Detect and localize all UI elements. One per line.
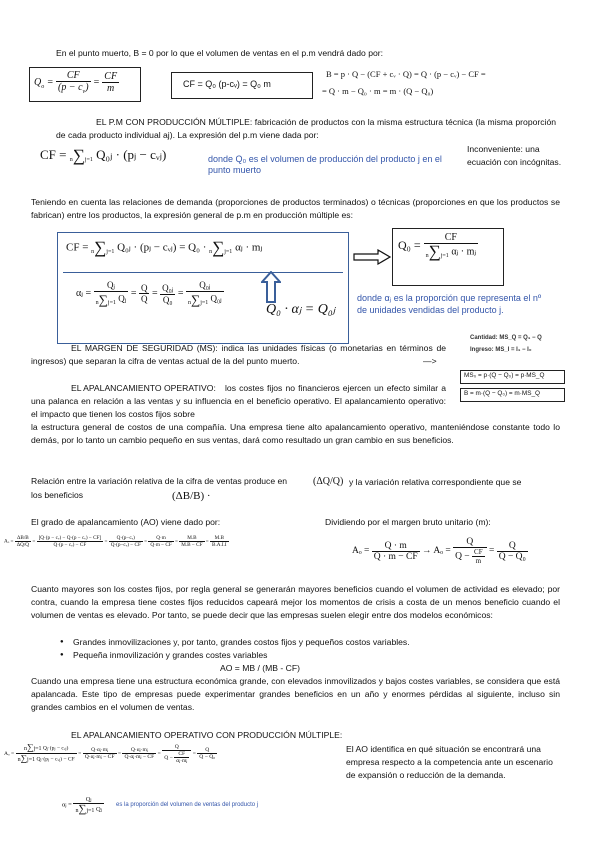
delta-b: (ΔB/B) · — [172, 490, 211, 502]
pm-multiple-title: EL P.M CON PRODUCCIÓN MÚLTIPLE: — [96, 117, 253, 127]
pm-sum-formula: CF = n∑j=1 Q₀ⱼ · (pⱼ − cᵥⱼ) — [40, 146, 167, 166]
alpha-volume-note: es la proporción del volumen de ventas del producto j — [116, 802, 259, 808]
dividiendo-text: Dividiendo por el margen bruto unitario (m): — [325, 517, 491, 527]
ms-box-2-text: B = m·(Q − Q₀) = m·MS_Q — [464, 390, 540, 397]
relacion-text: Relación entre la variación relativa de la cifra de ventas produce en los beneficios — [31, 476, 288, 500]
ao-chain-formula: Aₒ = $\frac{\Delta B/B}{\Delta Q/Q}$ = $\frac{\text{[Q·(p − cᵥ) − Q·(p − cᵥ) − CF]}}{\text{Q·(p − cᵥ) − CF}}$ = $\frac{\text{Q·(p−cᵥ)}}{\text{Q·(p−cᵥ) − CF}}$ = $\frac{Q\cdot m}{Q\cdot m - CF}$ = $\frac{M.B}{M.B - CF}$ = $\frac{M.B}{B.A.I.I}$ — [4, 535, 227, 548]
ao-margin-formula: Aₒ = $\frac{Q \cdot m}{Q \cdot m - CF}$ → Aₒ = Q Q − $\frac{CF}{m}$ = $\frac{Q}{\text{Q − Q₀}}$ — [352, 537, 526, 565]
alpha-volume-formula: αⱼ = $\frac{\text{Qⱼ}}{\text{n∑j=1 Qⱼ}}$ — [62, 796, 102, 815]
ao-simple-formula: AO = MB / (MB - CF) — [220, 663, 300, 673]
pm-multiple-paragraph: EL P.M CON PRODUCCIÓN MÚLTIPLE: fabricación de productos con la misma estructura técnica (la misma proporción de cada producto individual aj). La expresión del p.m viene dada por: — [56, 117, 557, 141]
ao-multiple-title: EL APALANCAMIENTO OPERATIVO CON PRODUCCIÓN MÚLTIPLE: — [71, 730, 343, 740]
profit-formula-line2: = Q · m − Q₀ · m = m · (Q − Q₀) — [322, 86, 434, 96]
ao-paragraph-head: EL APALANCAMIENTO OPERATIVO: — [71, 383, 216, 393]
ao-multiple-paragraph: El AO identifica en qué situación se encontrará una empresa respecto a la competencia ante un escenario de expansión o reducción de la demanda. — [346, 744, 553, 781]
up-arrow-icon — [261, 271, 281, 303]
cf-formula: CF = Q₀ (p-cᵥ) = Q₀ m — [183, 79, 271, 89]
ms-cantidad: Cantidad: MS_Q = Q₁ − Q — [470, 335, 542, 341]
profit-formula-line1: B = p · Q − (CF + cᵥ · Q) = Q · (p − cᵥ) − CF = — [326, 69, 486, 79]
list-item: ● Grandes inmovilizaciones y, por tanto, grandes costos fijos y pequeños costos variables. — [57, 636, 557, 649]
modelos-list — [57, 636, 557, 662]
inconveniente-note: Inconveniente: una ecuación con incógnitas. — [467, 144, 562, 167]
relacion-tail: y la variación relativa correspondiente que se — [349, 477, 522, 487]
pm-sum-note: donde Q₀ es el volumen de producción del producto j en el punto muerto — [208, 154, 442, 175]
apalancada-paragraph: Cuando una empresa tiene una estructura económica grande, con elevados inmovilizados y bajos costes variables, se considera que está apalancada. Este tipo de empresas puede experimentar grandes beneficios en un año y enormes pérdidas al siguiente, incluso sin grandes cambios en el volumen de ventas. — [31, 676, 560, 713]
intro-text: En el punto muerto, B = 0 por lo que el volumen de ventas en el p.m vendrá dado por: — [56, 48, 384, 58]
ao-paragraph-rest — [31, 421, 560, 447]
q0-alpha-handwritten: Q₀ · αⱼ = Q₀ⱼ — [266, 302, 336, 317]
relations-paragraph: Teniendo en cuenta las relaciones de demanda (proporciones de productos terminados) o técnicas (proporciones en que los productos se fabrican) entre los productos, la expresión general de p.m en producción múltiple es: — [31, 197, 560, 221]
alpha-formula: αⱼ = $\frac{\text{Qⱼ}}{\text{n∑j=1 Qⱼ}}$ = $\frac{Q}{Q}$ = $\frac{\text{Q₀ⱼ}}{\text{Q₀}}$ = $\frac{\text{Q₀ⱼ}}{\text{n∑j=1 Q₀ⱼ}}$ — [76, 280, 222, 307]
breakeven-formula: $Q_o$ = $\frac{CF}{(p - c_v)}$ = $\frac{CF}{m}$ — [34, 70, 118, 95]
ms-ingresos: Ingreso: MS_I = I₁ − I₀ — [470, 347, 532, 353]
grado-text: El grado de apalancamiento (AO) viene dado por: — [31, 517, 221, 527]
ao-text-rest: la estructura general de costos de una compañía. Una empresa tiene alto apalancamiento operativo, manteniéndose constante todo lo demás, por lo tanto un cambio pequeño en sus ventas, dará como resultado un gran cambio en sus beneficios. — [31, 422, 560, 446]
ms-paragraph: EL MARGEN DE SEGURIDAD (MS): indica las unidades físicas (o monetarias en términos de ingresos) que separan la cifra de ventas actual de la del punto muerto. — [31, 343, 446, 367]
box-divider — [63, 272, 343, 273]
ao-multiple-formula: Aₒ = $\frac{\text{n∑j=1 Qⱼ·(pⱼ − cᵥⱼ)}}{\text{n∑j=1 Qⱼ·(pⱼ − cᵥⱼ) − CF}}$ = $\frac{\text{Q·αⱼ·mⱼ}}{\text{Q·αⱼ·mⱼ − CF}}$ = $\frac{\text{Q·αⱼ·mⱼ}}{\text{Q·αⱼ·mⱼ − CF}}$ = Q Q − $\frac{CF}{\text{αⱼ·mⱼ}}$ = $\frac{Q}{\text{Q − Q₀}}$ — [4, 742, 216, 764]
ms-arrow: —> — [423, 356, 437, 366]
right-arrow-icon — [352, 249, 392, 265]
delta-q: (ΔQ/Q) — [313, 476, 344, 487]
ms-box-1-text: MS₀ = p·(Q − Q₀) = p·MS_Q — [464, 372, 545, 379]
q0-result-formula: Q₀ = $\frac{CF}{\text{n∑j=1 αⱼ · mⱼ}}$ — [398, 232, 477, 261]
fijos-paragraph: Cuanto mayores son los costes fijos, por regla general se generarán mayores beneficios cuando el volumen de actividad es elevado; por contra, cuando la empresa tiene costes fijos reducidos capeará mejor los momentos de crisis a costa de un menos beneficio cuando el volumen de ventas es elevado. Por tanto, se puede decir que las empresas suelen elegir entre dos modelos económicos: — [31, 584, 560, 621]
ao-paragraph-body — [31, 382, 446, 422]
general-pm-formula: CF = n∑j=1 Q₀ⱼ · (pⱼ − cᵥⱼ) = Q₀ · n∑j=1 αⱼ · mⱼ — [66, 238, 263, 257]
alpha-note: donde αⱼ es la proporción que representa el nº de unidades vendidas del producto j. — [357, 293, 542, 315]
list-item: ● Pequeña inmovilización y grandes costes variables — [57, 649, 557, 662]
ao-text-first: los costes fijos no financieros ejercen un efecto similar a una palanca en relación a las ventas y su influencia en el beneficio operativo. El apalancamiento operativo: el impacto que tienen los costos fijos sobre — [31, 383, 446, 420]
